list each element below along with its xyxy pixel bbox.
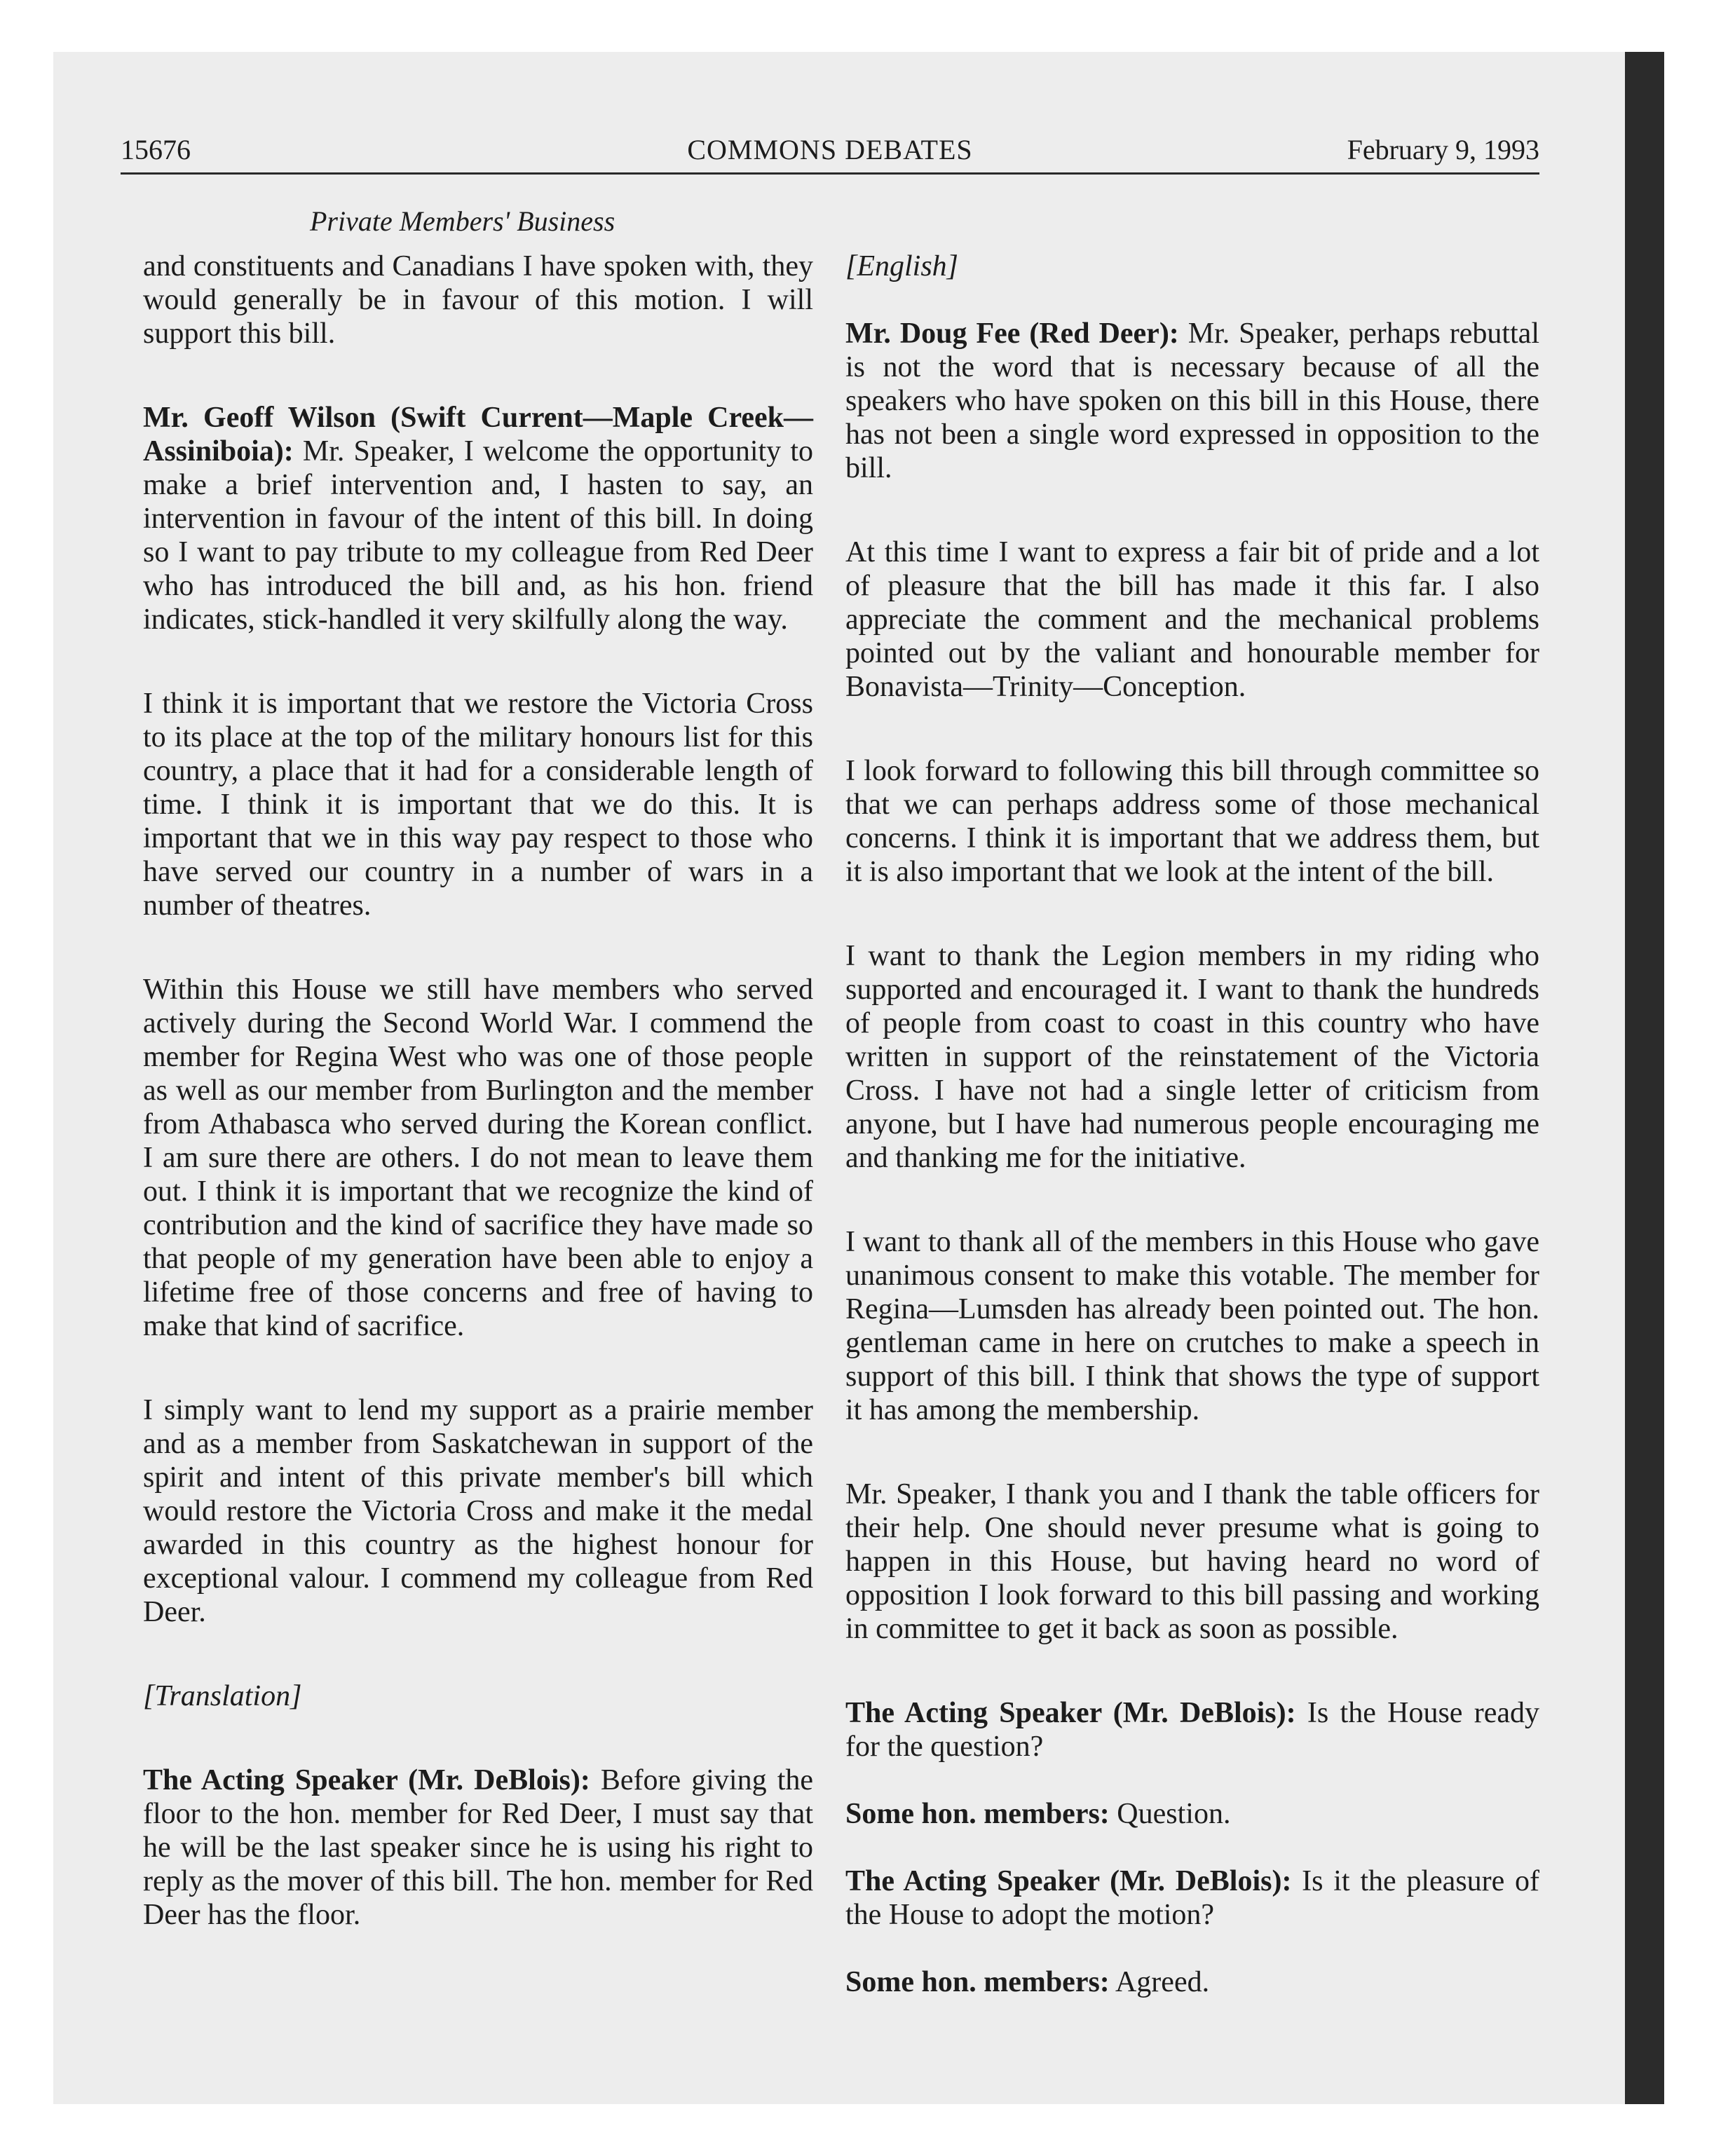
paragraph: I think it is important that we restore the Victoria Cross to its place at the top of the military honours list for this country, a place that it had for a considerable length of time. I think it is important that we do this. It is important that we in this way pay respect to those who have served our country in a number of wars in a number of theatres. (143, 688, 813, 922)
paragraph (845, 1797, 1539, 1831)
paragraph (143, 1763, 813, 1932)
language-tag: [Translation] (143, 1680, 302, 1712)
scan-binding-edge (1625, 52, 1664, 2104)
paragraph (845, 317, 1539, 485)
speaker-name: Some hon. members: (845, 1966, 1110, 1998)
speech-text: Is the House ready for the question? (845, 1697, 1539, 1763)
speech-text: Mr. Speaker, perhaps rebuttal is not the word that is necessary because of all the speakers who have spoken on this bill in this House, there has not been a single word expressed in opposition to the bill. (845, 318, 1539, 484)
paragraph (845, 1696, 1539, 1763)
speaker-name: Some hon. members: (845, 1798, 1110, 1830)
page-header (121, 130, 1539, 175)
left-column (143, 250, 813, 1965)
section-heading: Private Members' Business (310, 205, 615, 237)
speech-text: Question. (1109, 1798, 1231, 1830)
paragraph: Within this House we still have members who served actively during the Second World War. I commend the member for Regina West who was one of those people as well as our member from Burlington and the member from Athabasca who served during the Korean conflict. I am sure there are others. I do not mean to leave them out. I think it is important that we recognize the kind of contribution and the kind of sacrifice they have made so that people of my generation have been able to enjoy a lifetime free of those concerns and free of having to make that kind of sacrifice. (143, 974, 813, 1342)
publication-title: COMMONS DEBATES (687, 134, 973, 165)
paragraph: I want to thank all of the members in this House who gave unanimous consent to make this votable. The member for Regina—Lumsden has already been pointed out. The hon. gentleman came in here on crutches to make a speech in support of this bill. I think that shows the type of support it has among the membership. (845, 1226, 1539, 1426)
paragraph: At this time I want to express a fair bit of pride and a lot of pleasure that the bill has made it this far. I also appreciate the comment and the mechanical problems pointed out by the valiant and honourable member for Bonavista—Trinity—Conception. (845, 536, 1539, 703)
publication-date: February 9, 1993 (1347, 134, 1539, 165)
paragraph: and constituents and Canadians I have spoken with, they would generally be in favour of this motion. I will support this bill. (143, 250, 813, 350)
speaker-name: The Acting Speaker (Mr. DeBlois): (845, 1697, 1296, 1729)
speech-text: Mr. Speaker, I welcome the opportunity to make a brief intervention and, I hasten to say, an intervention in favour of the intent of this bill. In doing so I want to pay tribute to my colleague from Red Deer who has introduced the bill and, as his hon. friend indicates, stick-handled it very skilfully along the way. (143, 435, 813, 636)
page-number: 15676 (121, 134, 191, 165)
speaker-name: The Acting Speaker (Mr. DeBlois): (143, 1764, 590, 1796)
speech-text: Is it the pleasure of the House to adopt the motion? (845, 1865, 1540, 1931)
paragraph (845, 1965, 1539, 1999)
speech-text: Agreed. (1109, 1966, 1210, 1998)
speaker-name: Mr. Geoff Wilson (Swift Current—Maple Creek—Assiniboia): (143, 402, 813, 468)
paragraph: I want to thank the Legion members in my riding who supported and encouraged it. I want to thank the hundreds of people from coast to coast in this country who have written in support of the reinstatement of the Victoria Cross. I have not had a single letter of criticism from anyone, but I have had numerous people encouraging me and thanking me for the initiative. (845, 940, 1539, 1174)
speaker-name: The Acting Speaker (Mr. DeBlois): (845, 1865, 1292, 1897)
paragraph: Mr. Speaker, I thank you and I thank the table officers for their help. One should never presume what is going to happen in this House, but having heard no word of opposition I look forward to this bill passing and working in committee to get it back as soon as possible. (845, 1478, 1539, 1645)
speech-text: Before giving the floor to the hon. member for Red Deer, I must say that he will be the last speaker since he is using his right to reply as the mover of this bill. The hon. member for Red Deer has the floor. (143, 1764, 814, 1931)
language-tag: [English] (845, 250, 959, 282)
paragraph: I simply want to lend my support as a prairie member and as a member from Saskatchewan in support of the spirit and intent of this private member's bill which would restore the Victoria Cross and make it the medal awarded in this country as the highest honour for exceptional valour. I commend my colleague from Red Deer. (143, 1394, 813, 1628)
paragraph: I look forward to following this bill through committee so that we can perhaps address some of those mechanical concerns. I think it is important that we address them, but it is also important that we look at the intent of the bill. (845, 755, 1539, 888)
right-column (845, 250, 1539, 2033)
paragraph (143, 401, 813, 636)
paragraph (845, 1864, 1539, 1932)
speaker-name: Mr. Doug Fee (Red Deer): (845, 318, 1179, 350)
